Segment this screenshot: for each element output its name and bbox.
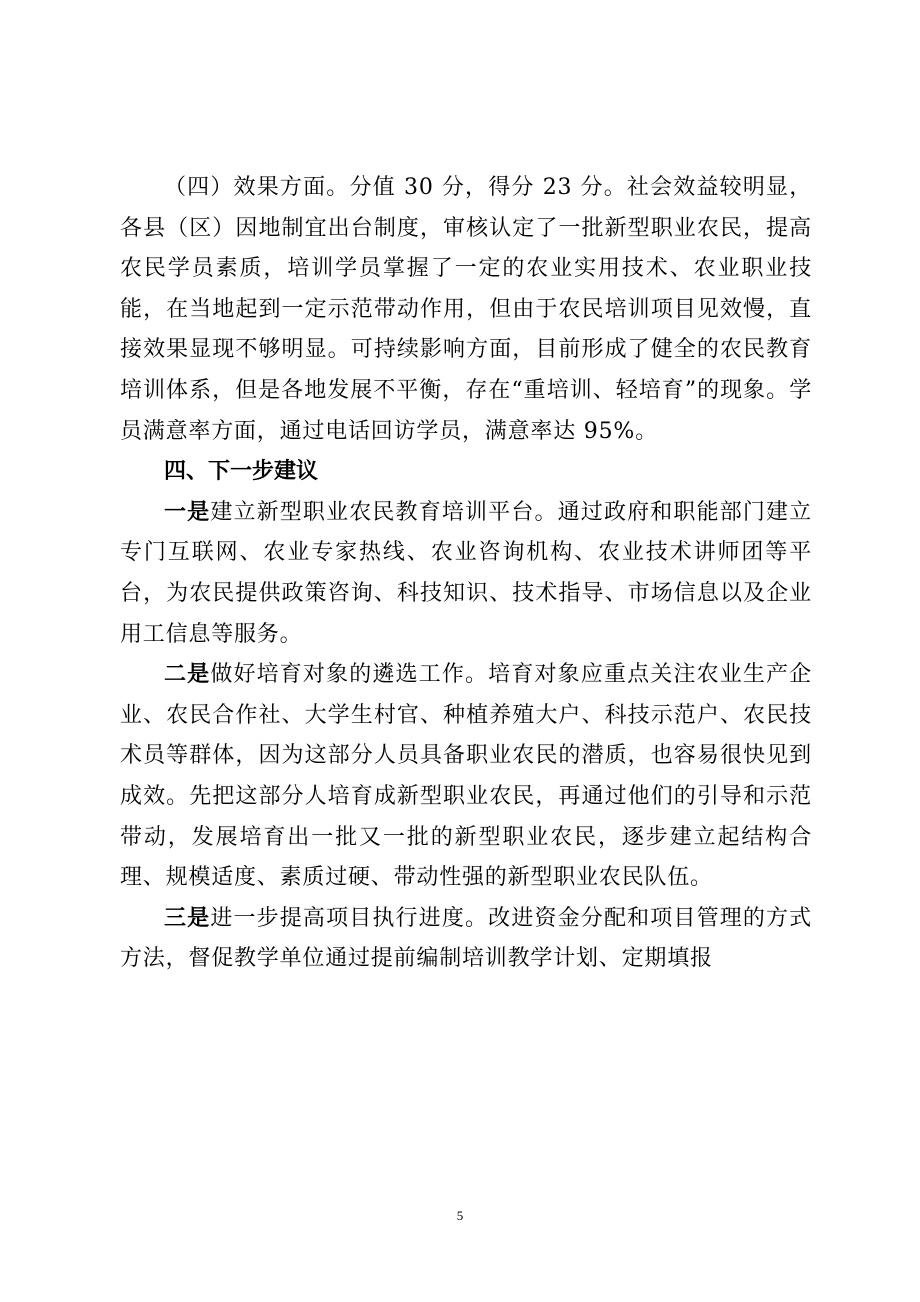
suggestion-text-3: 进一步提高项目执行进度。改进资金分配和项目管理的方式方法，督促教学单位通过提前编制培训教学计划、定期填报: [120, 905, 812, 972]
suggestion-paragraph-2: [120, 655, 812, 899]
effect-paragraph: [120, 168, 812, 452]
suggestion-lead-2: 二是: [164, 662, 211, 688]
section-heading: 四、下一步建议: [164, 459, 319, 485]
suggestion-text-1: 建立新型职业农民教育培训平台。通过政府和职能部门建立专门互联网、农业专家热线、农业咨询机构、农业技术讲师团等平台，为农民提供政策咨询、科技知识、技术指导、市场信息以及企业用工信息等服务。: [120, 499, 812, 647]
paragraph-text: （四）效果方面。分值 30 分，得分 23 分。社会效益较明显，各县（区）因地制宜出台制度，审核认定了一批新型职业农民，提高农民学员素质，培训学员掌握了一定的农业实用技术、农业职业技能，在当地起到一定示范带动作用，但由于农民培训项目见效慢，直接效果显现不够明显。可持续影响方面，目前形成了健全的农民教育培训体系，但是各地发展不平衡，存在“重培训、轻培育”的现象。学员满意率方面，通过电话回访学员，满意率达 95%。: [120, 175, 812, 444]
suggestion-paragraph-1: [120, 493, 812, 655]
suggestion-lead-3: 三是: [164, 905, 211, 931]
document-body: [120, 168, 812, 980]
suggestion-lead-1: 一是: [164, 499, 211, 525]
page-number: 5: [456, 1208, 464, 1223]
suggestion-paragraph-3: [120, 899, 812, 980]
suggestion-text-2: 做好培育对象的遴选工作。培育对象应重点关注农业生产企业、农民合作社、大学生村官、种植养殖大户、科技示范户、农民技术员等群体，因为这部分人员具备职业农民的潜质，也容易很快见到成效。先把这部分人培育成新型职业农民，再通过他们的引导和示范带动，发展培育出一批又一批的新型职业农民，逐步建立起结构合理、规模适度、素质过硬、带动性强的新型职业农民队伍。: [120, 662, 812, 891]
